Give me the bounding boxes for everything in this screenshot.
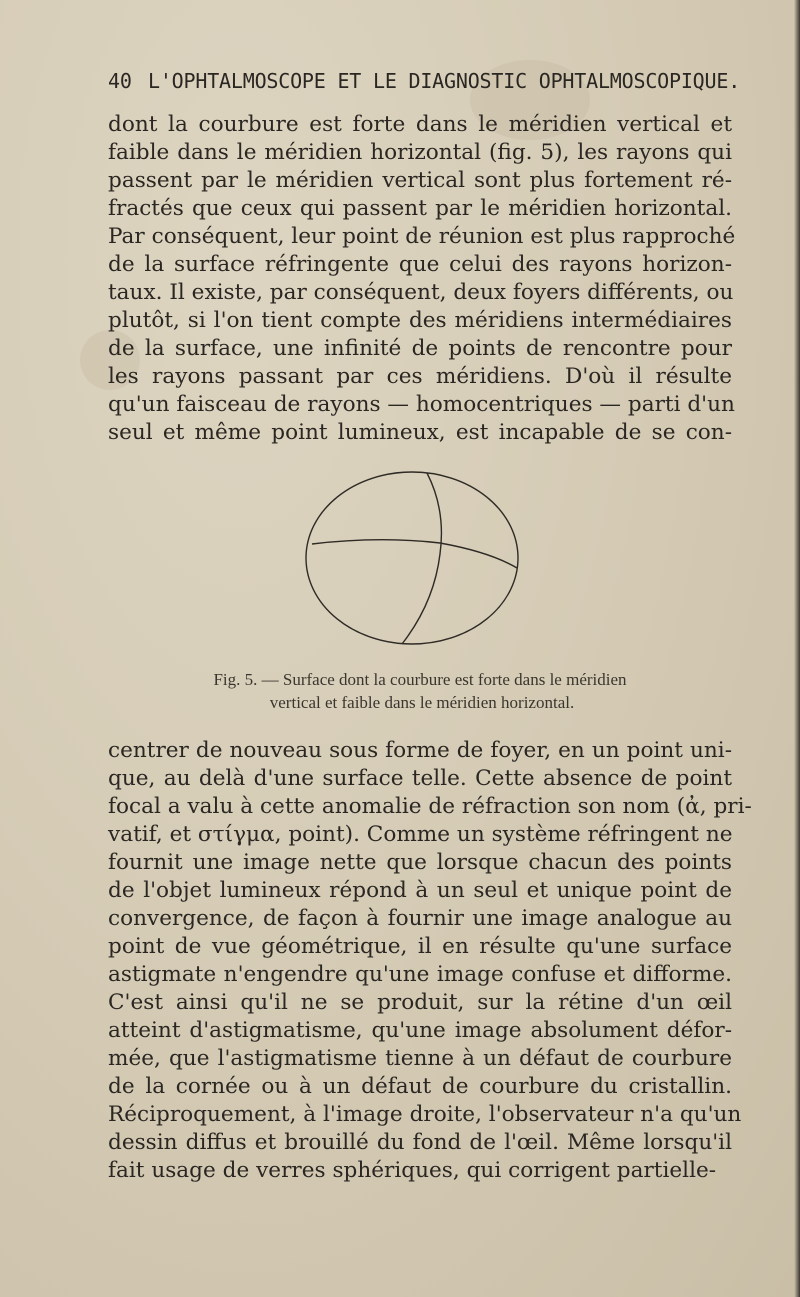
page-number: 40: [108, 69, 132, 93]
text-line: passent par le méridien vertical sont plus fortement ré-: [108, 168, 732, 193]
text-line: fait usage de verres sphériques, qui corrigent partielle-: [108, 1158, 717, 1183]
paragraph-2: [108, 737, 752, 1185]
page-edge-shadow: [794, 0, 800, 1297]
text-line: de la surface réfringente que celui des rayons horizon-: [108, 252, 732, 277]
figure-caption: [108, 668, 732, 714]
vertical-meridian: [402, 473, 441, 644]
astigmatic-surface-diagram: [300, 468, 524, 648]
text-line: point de vue géométrique, il en résulte qu'une surface: [108, 934, 732, 959]
paragraph-1: [108, 111, 736, 447]
text-line: C'est ainsi qu'il ne se produit, sur la rétine d'un œil: [108, 990, 732, 1015]
text-line: vatif, et στίγμα, point). Comme un système réfringent ne: [108, 822, 733, 847]
text-line: de la cornée ou à un défaut de courbure du cristallin.: [108, 1074, 732, 1099]
surface-outline: [306, 472, 518, 644]
text-line: que, au delà d'une surface telle. Cette absence de point: [108, 766, 732, 791]
running-head: [108, 66, 741, 96]
text-line: de la surface, une infinité de points de rencontre pour: [108, 336, 732, 361]
running-title: L'OPHTALMOSCOPE ET LE DIAGNOSTIC OPHTALMOSCOPIQUE.: [148, 69, 741, 93]
text-line: fournit une image nette que lorsque chacun des points: [108, 850, 732, 875]
caption-line-1: Fig. 5. — Surface dont la courbure est forte dans le méridien: [213, 670, 627, 689]
text-line: focal a valu à cette anomalie de réfraction son nom (ἀ, pri-: [108, 794, 752, 819]
text-line: qu'un faisceau de rayons — homocentriques — parti d'un: [108, 392, 735, 417]
text-line: les rayons passant par ces méridiens. D'où il résulte: [108, 364, 732, 389]
text-line: atteint d'astigmatisme, qu'une image absolument défor-: [108, 1018, 732, 1043]
text-line: dont la courbure est forte dans le méridien vertical et: [108, 112, 732, 137]
text-line: plutôt, si l'on tient compte des méridiens intermédiaires: [108, 308, 732, 333]
figure-5: [300, 468, 524, 648]
text-line: faible dans le méridien horizontal (fig. 5), les rayons qui: [108, 140, 732, 165]
text-line: dessin diffus et brouillé du fond de l'œil. Même lorsqu'il: [108, 1130, 732, 1155]
text-line: fractés que ceux qui passent par le méridien horizontal.: [108, 196, 732, 221]
text-line: Réciproquement, à l'image droite, l'observateur n'a qu'un: [108, 1102, 742, 1127]
text-line: taux. Il existe, par conséquent, deux foyers différents, ou: [108, 280, 734, 305]
text-line: mée, que l'astigmatisme tienne à un défaut de courbure: [108, 1046, 732, 1071]
horizontal-meridian: [312, 540, 517, 568]
text-line: de l'objet lumineux répond à un seul et unique point de: [108, 878, 732, 903]
text-line: seul et même point lumineux, est incapable de se con-: [108, 420, 732, 445]
text-line: Par conséquent, leur point de réunion est plus rapproché: [108, 224, 736, 249]
text-line: astigmate n'engendre qu'une image confuse et difforme.: [108, 962, 732, 987]
text-line: convergence, de façon à fournir une image analogue au: [108, 906, 732, 931]
caption-line-2: vertical et faible dans le méridien horizontal.: [269, 693, 575, 712]
text-line: centrer de nouveau sous forme de foyer, en un point uni-: [108, 738, 732, 763]
